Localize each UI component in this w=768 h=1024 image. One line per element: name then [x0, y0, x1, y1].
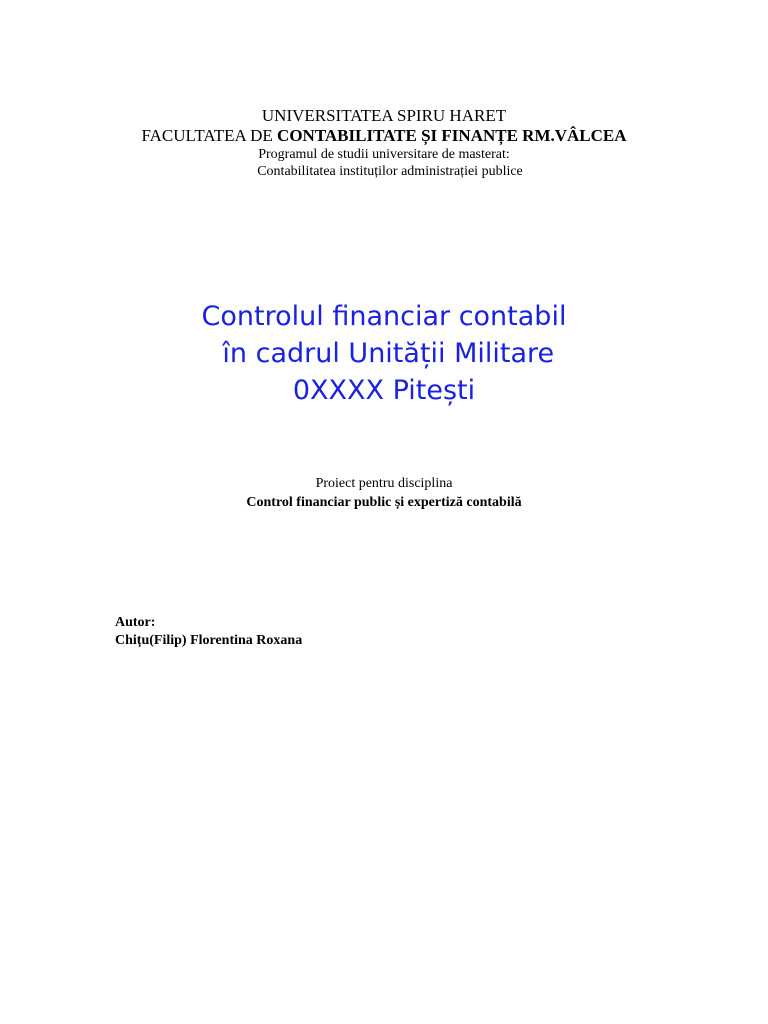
author-label: Autor:	[115, 615, 156, 630]
faculty-prefix: FACULTATEA DE	[141, 126, 278, 145]
title-line-1: Controlul financiar contabil	[201, 301, 567, 332]
author-name: Chițu(Filip) Florentina Roxana	[115, 633, 303, 648]
title-line-3: 0XXXX Pitești	[292, 375, 476, 406]
faculty-name-bold: CONTABILITATE ȘI FINANȚE RM.VÂLCEA	[277, 126, 627, 145]
university-name: UNIVERSITATEA SPIRU HARET	[261, 106, 507, 125]
document-header	[0, 106, 768, 180]
program-line: Programul de studii universitare de masterat:	[258, 147, 510, 162]
title-line-2: în cadrul Unității Militare	[213, 338, 555, 369]
faculty-name	[0, 126, 768, 146]
project-info	[0, 474, 768, 512]
specialization-line: Contabilitatea instituților administrației publice	[257, 164, 523, 179]
author-block	[115, 614, 302, 650]
document-title	[0, 298, 768, 409]
project-label: Proiect pentru disciplina	[315, 476, 453, 491]
discipline-name: Control financiar public și expertiză contabilă	[246, 495, 522, 510]
